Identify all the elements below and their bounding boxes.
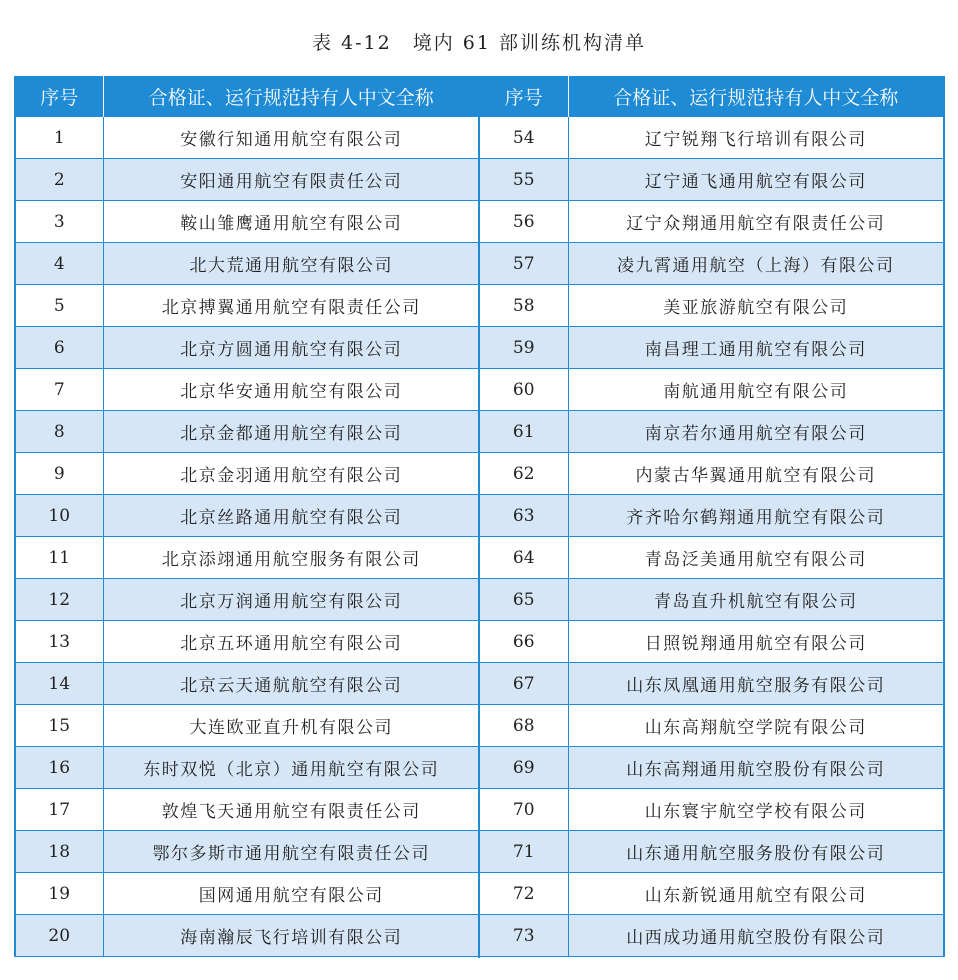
table-row xyxy=(480,495,944,537)
row-company-name: 北大荒通用航空有限公司 xyxy=(103,243,479,285)
row-company-name: 安阳通用航空有限责任公司 xyxy=(103,159,479,201)
table-row xyxy=(480,789,944,831)
table-row xyxy=(480,285,944,327)
row-serial-number: 61 xyxy=(480,411,568,453)
table-row xyxy=(15,411,479,453)
row-company-name: 鄂尔多斯市通用航空有限责任公司 xyxy=(103,831,479,873)
table-row xyxy=(15,243,479,285)
row-serial-number: 11 xyxy=(15,537,103,579)
row-company-name: 山东高翔通用航空股份有限公司 xyxy=(568,747,944,789)
table-row xyxy=(15,705,479,747)
row-company-name: 北京五环通用航空有限公司 xyxy=(103,621,479,663)
row-serial-number: 57 xyxy=(480,243,568,285)
table-row xyxy=(480,327,944,369)
table-row xyxy=(480,873,944,915)
row-serial-number: 13 xyxy=(15,621,103,663)
table-row xyxy=(15,579,479,621)
row-serial-number: 3 xyxy=(15,201,103,243)
table-row xyxy=(15,747,479,789)
header-row xyxy=(480,76,944,117)
table-row xyxy=(15,789,479,831)
row-company-name: 东时双悦（北京）通用航空有限公司 xyxy=(103,747,479,789)
table-row xyxy=(480,747,944,789)
table-row xyxy=(480,579,944,621)
header-company-name: 合格证、运行规范持有人中文全称 xyxy=(103,76,479,117)
row-serial-number: 54 xyxy=(480,117,568,159)
row-company-name: 敦煌飞天通用航空有限责任公司 xyxy=(103,789,479,831)
row-serial-number: 65 xyxy=(480,579,568,621)
row-company-name: 山西成功通用航空股份有限公司 xyxy=(568,915,944,957)
table-row xyxy=(15,873,479,915)
table-row xyxy=(15,453,479,495)
header-row xyxy=(15,76,479,117)
table-row xyxy=(480,831,944,873)
row-serial-number: 70 xyxy=(480,789,568,831)
row-serial-number: 1 xyxy=(15,117,103,159)
row-serial-number: 19 xyxy=(15,873,103,915)
row-serial-number: 7 xyxy=(15,369,103,411)
table-row xyxy=(15,537,479,579)
row-serial-number: 2 xyxy=(15,159,103,201)
row-company-name: 南昌理工通用航空有限公司 xyxy=(568,327,944,369)
row-company-name: 北京丝路通用航空有限公司 xyxy=(103,495,479,537)
row-serial-number: 72 xyxy=(480,873,568,915)
table-left xyxy=(14,76,479,957)
row-serial-number: 62 xyxy=(480,453,568,495)
table-row xyxy=(15,117,479,159)
row-serial-number: 59 xyxy=(480,327,568,369)
row-company-name: 美亚旅游航空有限公司 xyxy=(568,285,944,327)
row-company-name: 北京搏翼通用航空有限责任公司 xyxy=(103,285,479,327)
table-row xyxy=(480,663,944,705)
row-company-name: 内蒙古华翼通用航空有限公司 xyxy=(568,453,944,495)
row-company-name: 辽宁通飞通用航空有限公司 xyxy=(568,159,944,201)
table-caption: 表 4-12 境内 61 部训练机构清单 xyxy=(312,32,646,54)
table-left-half xyxy=(14,76,479,957)
table-row xyxy=(15,663,479,705)
row-company-name: 北京金羽通用航空有限公司 xyxy=(103,453,479,495)
table-row xyxy=(480,201,944,243)
table-row xyxy=(15,369,479,411)
row-serial-number: 64 xyxy=(480,537,568,579)
row-company-name: 日照锐翔通用航空有限公司 xyxy=(568,621,944,663)
row-serial-number: 68 xyxy=(480,705,568,747)
row-serial-number: 58 xyxy=(480,285,568,327)
row-company-name: 北京方圆通用航空有限公司 xyxy=(103,327,479,369)
row-serial-number: 71 xyxy=(480,831,568,873)
row-serial-number: 63 xyxy=(480,495,568,537)
row-company-name: 辽宁锐翔飞行培训有限公司 xyxy=(568,117,944,159)
row-company-name: 北京金都通用航空有限公司 xyxy=(103,411,479,453)
table-row xyxy=(480,537,944,579)
row-company-name: 海南瀚辰飞行培训有限公司 xyxy=(103,915,479,957)
row-serial-number: 6 xyxy=(15,327,103,369)
row-serial-number: 5 xyxy=(15,285,103,327)
row-company-name: 山东新锐通用航空有限公司 xyxy=(568,873,944,915)
row-company-name: 国网通用航空有限公司 xyxy=(103,873,479,915)
row-serial-number: 60 xyxy=(480,369,568,411)
table-right-half xyxy=(480,76,945,957)
table-row xyxy=(15,915,479,957)
row-company-name: 北京云天通航航空有限公司 xyxy=(103,663,479,705)
header-serial: 序号 xyxy=(15,76,103,117)
row-company-name: 安徽行知通用航空有限公司 xyxy=(103,117,479,159)
row-serial-number: 17 xyxy=(15,789,103,831)
row-serial-number: 73 xyxy=(480,915,568,957)
row-serial-number: 20 xyxy=(15,915,103,957)
table-row xyxy=(15,285,479,327)
table-row xyxy=(480,243,944,285)
header-serial: 序号 xyxy=(480,76,568,117)
row-company-name: 南京若尔通用航空有限公司 xyxy=(568,411,944,453)
row-company-name: 青岛泛美通用航空有限公司 xyxy=(568,537,944,579)
table-row xyxy=(480,159,944,201)
row-serial-number: 8 xyxy=(15,411,103,453)
training-institutions-table xyxy=(14,76,946,958)
row-company-name: 山东通用航空服务股份有限公司 xyxy=(568,831,944,873)
row-serial-number: 15 xyxy=(15,705,103,747)
row-company-name: 北京华安通用航空有限公司 xyxy=(103,369,479,411)
header-company-name: 合格证、运行规范持有人中文全称 xyxy=(568,76,944,117)
row-company-name: 山东凤凰通用航空服务有限公司 xyxy=(568,663,944,705)
table-row xyxy=(15,159,479,201)
table-left-body xyxy=(15,117,479,957)
table-row xyxy=(480,369,944,411)
row-company-name: 大连欧亚直升机有限公司 xyxy=(103,705,479,747)
table-right xyxy=(480,76,945,957)
table-row xyxy=(480,411,944,453)
row-company-name: 凌九霄通用航空（上海）有限公司 xyxy=(568,243,944,285)
row-serial-number: 16 xyxy=(15,747,103,789)
row-serial-number: 55 xyxy=(480,159,568,201)
table-row xyxy=(15,831,479,873)
table-row xyxy=(480,705,944,747)
table-row xyxy=(480,915,944,957)
row-company-name: 山东寰宇航空学校有限公司 xyxy=(568,789,944,831)
row-company-name: 齐齐哈尔鹤翔通用航空有限公司 xyxy=(568,495,944,537)
row-company-name: 鞍山雏鹰通用航空有限公司 xyxy=(103,201,479,243)
row-company-name: 山东高翔航空学院有限公司 xyxy=(568,705,944,747)
table-row xyxy=(480,117,944,159)
table-row xyxy=(15,327,479,369)
row-serial-number: 69 xyxy=(480,747,568,789)
row-company-name: 北京添翊通用航空服务有限公司 xyxy=(103,537,479,579)
row-serial-number: 9 xyxy=(15,453,103,495)
row-serial-number: 14 xyxy=(15,663,103,705)
row-serial-number: 67 xyxy=(480,663,568,705)
table-row xyxy=(15,201,479,243)
row-serial-number: 10 xyxy=(15,495,103,537)
row-serial-number: 4 xyxy=(15,243,103,285)
table-right-body xyxy=(480,117,944,957)
table-row xyxy=(480,621,944,663)
row-company-name: 辽宁众翔通用航空有限责任公司 xyxy=(568,201,944,243)
row-serial-number: 56 xyxy=(480,201,568,243)
row-serial-number: 18 xyxy=(15,831,103,873)
table-row xyxy=(15,621,479,663)
row-company-name: 北京万润通用航空有限公司 xyxy=(103,579,479,621)
row-company-name: 青岛直升机航空有限公司 xyxy=(568,579,944,621)
table-row xyxy=(15,495,479,537)
table-row xyxy=(480,453,944,495)
row-company-name: 南航通用航空有限公司 xyxy=(568,369,944,411)
row-serial-number: 12 xyxy=(15,579,103,621)
row-serial-number: 66 xyxy=(480,621,568,663)
